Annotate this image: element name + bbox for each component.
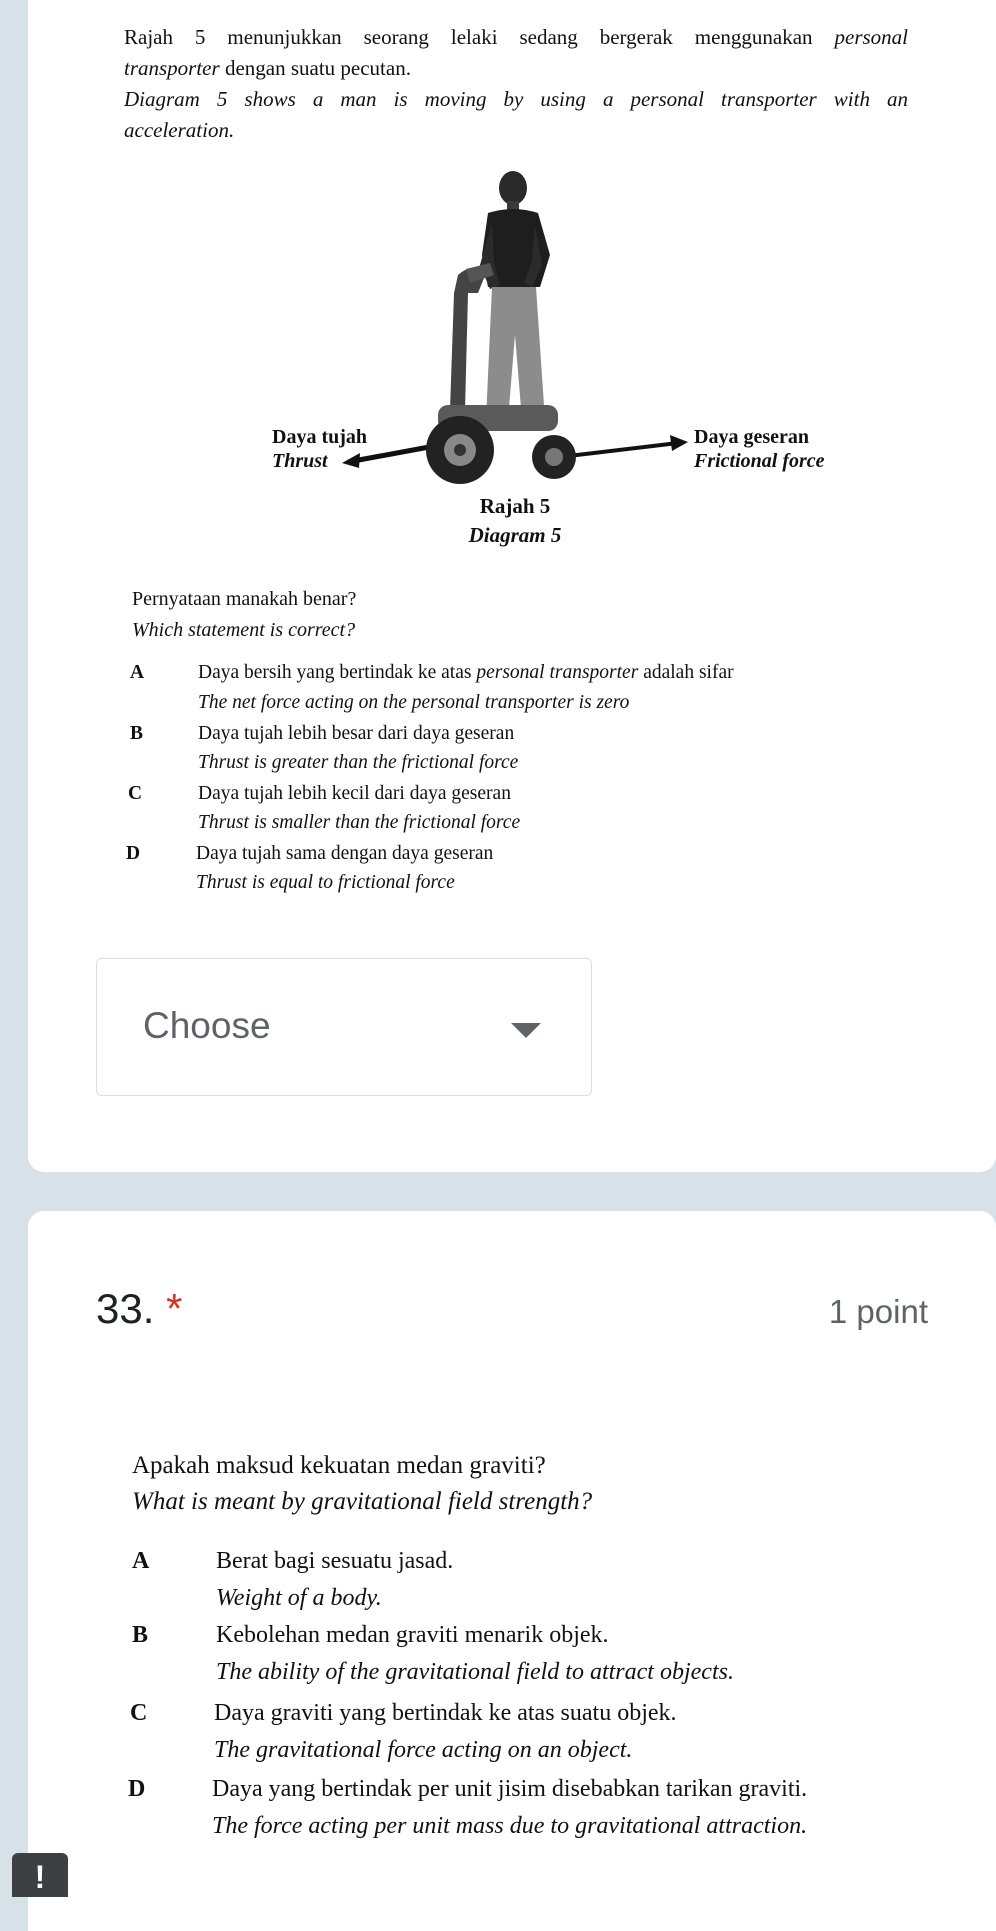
question-number <box>96 1285 182 1333</box>
friction-label-ms: Daya geseran <box>694 426 809 448</box>
q33-prompt-ms: Apakah maksud kekuatan medan graviti? <box>132 1452 546 1479</box>
thrust-label <box>272 425 367 473</box>
q33-prompt-en: What is meant by gravitational field strength? <box>132 1488 593 1515</box>
dropdown-selected-value: Choose <box>143 1005 271 1046</box>
diagram-caption-en: Diagram 5 <box>468 523 562 547</box>
diagram-caption <box>420 492 610 550</box>
intro-ms-line1: Rajah 5 menunjukkan seorang lelaki sedang bergerak menggunakan <box>124 25 813 49</box>
option-c-ms: Daya tujah lebih kecil dari daya geseran <box>198 783 511 804</box>
q33-option-c-ms: Daya graviti yang bertindak ke atas suatu objek. <box>214 1700 677 1726</box>
option-letter-b: B <box>130 723 144 744</box>
option-d-en: Thrust is equal to frictional force <box>196 872 455 893</box>
q33-option-d-en: The force acting per unit mass due to gravitational attraction. <box>212 1813 808 1839</box>
option-a-en: The net force acting on the personal transporter is zero <box>198 692 630 713</box>
option-b-en: Thrust is greater than the frictional force <box>198 752 519 773</box>
intro-ms-line2: dengan suatu pecutan. <box>224 56 411 80</box>
option-d-ms: Daya tujah sama dengan daya geseran <box>196 843 494 864</box>
thrust-label-en: Thrust <box>272 450 328 472</box>
q33-option-letter-a: A <box>132 1548 150 1574</box>
q33-option-a-en: Weight of a body. <box>216 1585 382 1611</box>
dropdown-arrow-icon <box>511 1023 541 1038</box>
prompt-en: Which statement is correct? <box>132 619 356 641</box>
frictional-force-label <box>694 425 825 473</box>
diagram-caption-ms: Rajah 5 <box>479 494 551 518</box>
option-c-en: Thrust is smaller than the frictional force <box>198 812 521 833</box>
q33-option-b-ms: Kebolehan medan graviti menarik objek. <box>216 1622 609 1648</box>
points-label: 1 point <box>828 1293 928 1330</box>
q33-option-letter-c: C <box>130 1700 148 1726</box>
question-32-intro <box>124 22 908 146</box>
q33-option-c-en: The gravitational force acting on an object. <box>214 1737 633 1763</box>
q33-option-letter-b: B <box>132 1622 149 1648</box>
q33-option-b-en: The ability of the gravitational field to attract objects. <box>216 1659 734 1685</box>
option-b-ms: Daya tujah lebih besar dari daya geseran <box>198 723 515 744</box>
question-33-prompt <box>132 1448 592 1520</box>
intro-ms-line1-italic: personal <box>834 25 908 49</box>
friction-label-en: Frictional force <box>694 450 825 472</box>
question-32-prompt <box>132 584 356 646</box>
q33-option-a-ms: Berat bagi sesuatu jasad. <box>216 1548 454 1574</box>
q33-option-letter-d: D <box>128 1776 146 1802</box>
alert-badge[interactable]: ! <box>12 1853 68 1897</box>
intro-en-line2: acceleration. <box>124 118 235 142</box>
prompt-ms: Pernyataan manakah benar? <box>132 588 357 610</box>
required-asterisk: * <box>166 1285 183 1332</box>
option-letter-a: A <box>130 662 145 683</box>
option-a-ms: Daya bersih yang bertindak ke atas personal transporter adalah sifar <box>198 662 734 683</box>
option-letter-d: D <box>126 843 141 864</box>
answer-dropdown[interactable] <box>96 958 592 1096</box>
option-letter-c: C <box>128 783 143 804</box>
thrust-label-ms: Daya tujah <box>272 426 368 448</box>
q33-option-d-ms: Daya yang bertindak per unit jisim disebabkan tarikan graviti. <box>212 1776 808 1802</box>
intro-en-line1: Diagram 5 shows a man is moving by using a personal transporter with an <box>124 87 908 111</box>
question-number-text: 33. <box>96 1285 155 1332</box>
intro-ms-line2-italic: transporter <box>124 56 220 80</box>
